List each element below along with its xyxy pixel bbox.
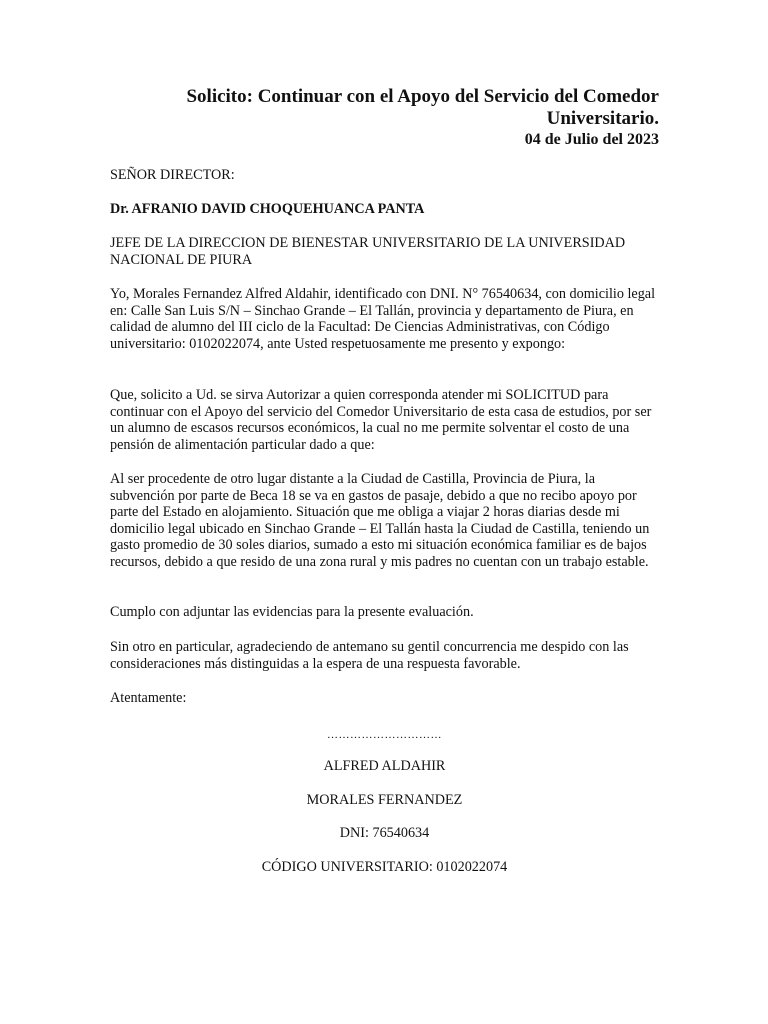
document-title: Solicito: Continuar con el Apoyo del Servicio del Comedor Universitario. bbox=[186, 86, 659, 129]
salutation: SEÑOR DIRECTOR: bbox=[110, 167, 235, 183]
recipient-position: JEFE DE LA DIRECCION DE BIENESTAR UNIVERSITARIO DE LA UNIVERSIDAD NACIONAL DE PIURA bbox=[110, 235, 626, 268]
paragraph-evidence: Cumplo con adjuntar las evidencias para la presente evaluación. bbox=[110, 604, 474, 620]
recipient-name: Dr. AFRANIO DAVID CHOQUEHUANCA PANTA bbox=[110, 201, 425, 217]
signer-university-code: CÓDIGO UNIVERSITARIO: 0102022074 bbox=[261, 859, 508, 875]
document-date: 04 de Julio del 2023 bbox=[524, 131, 659, 148]
signature-line: ………………………… bbox=[327, 729, 442, 741]
paragraph-farewell: Sin otro en particular, agradeciendo de antemano su gentil concurrencia me despido con las consideraciones más distinguidas a la espera de una respuesta favorable. bbox=[110, 639, 629, 672]
paragraph-request: Que, solicito a Ud. se sirva Autorizar a quien corresponda atender mi SOLICITUD para continuar con el Apoyo del servicio del Comedor Universitario de esta casa de estudios, por ser un alumno de escasos recursos económicos, la cual no me permite solventar el costo de una pensión de alimentación particular dado a que: bbox=[110, 387, 652, 453]
paragraph-reasons: Al ser procedente de otro lugar distante a la Ciudad de Castilla, Provincia de Piura, la subvención por parte de Beca 18 se va en gastos de pasaje, debido a que no recibo apoyo por parte del Estado en alojamiento. Situación que me obliga a viajar 2 horas diarias desde mi domicilio legal ubicado en Sinchao Grande – El Tallán hasta la Ciudad de Castilla, teniendo un gasto promedio de 30 soles diarios, sumado a esto mi situación económica familiar es de bajos recursos, debido a que resido de una zona rural y mis padres no cuentan con un trabajo estable. bbox=[110, 471, 650, 570]
signer-last-names: MORALES FERNANDEZ bbox=[306, 792, 463, 808]
closing: Atentamente: bbox=[110, 690, 187, 706]
signer-first-names: ALFRED ALDAHIR bbox=[323, 758, 446, 774]
signer-dni: DNI: 76540634 bbox=[339, 825, 430, 841]
paragraph-introduction: Yo, Morales Fernandez Alfred Aldahir, identificado con DNI. N° 76540634, con domicilio legal en: Calle San Luis S/N – Sinchao Grande – El Tallán, provincia y departamento de Piura, en calidad de alumno del III ciclo de la Facultad: De Ciencias Administrativas, con Código universitario: 0102022074, ante Usted respetuosamente me presento y expongo: bbox=[110, 286, 656, 352]
